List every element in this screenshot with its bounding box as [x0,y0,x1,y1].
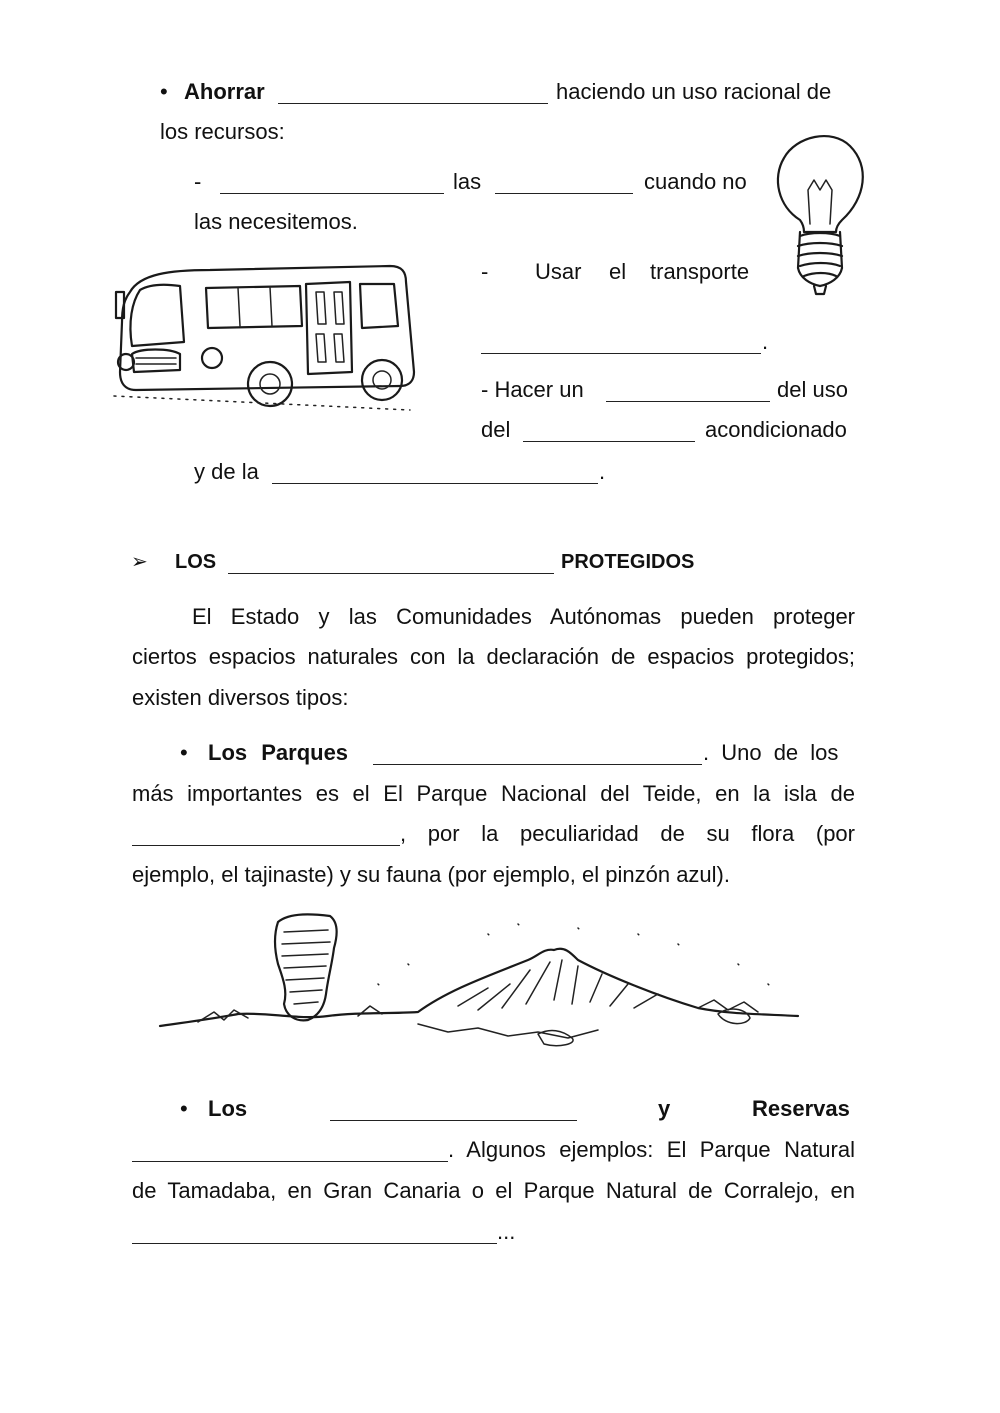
light-bulb-icon [770,128,870,300]
text-line: las necesitemos. [194,209,358,234]
text-word: del uso [777,377,848,402]
reservas-line-3 [132,1177,855,1205]
teide-landscape-icon [158,904,808,1064]
text-word: y de la [194,459,259,484]
blank-action[interactable] [220,166,444,194]
heading-right: PROTEGIDOS [561,551,695,573]
dash: - [194,169,202,194]
blank-reserves[interactable] [132,1134,448,1162]
blank-object[interactable] [495,166,633,194]
text-line: . Uno de los [703,740,839,765]
reservas-text: de Tamadaba, en Gran Canaria o el Parque Natural de Corralejo, en [132,1178,855,1203]
text-word: - Hacer un [481,377,584,402]
blank-island-corralejo[interactable] [132,1216,497,1244]
text-word: del [481,417,511,442]
intro-line-3: existen diversos tipos: [132,685,349,710]
ellipsis: ... [497,1219,516,1244]
blank-heading[interactable] [228,546,554,574]
heading-left: LOS [175,551,217,573]
text-word: cuando no [644,169,747,194]
ahorrar-label: Ahorrar [184,79,265,104]
parques-text: más importantes es el El Parque Nacional del Teide, en la isla de [132,781,855,806]
intro-line-2 [132,643,855,671]
arrow-bullet-icon: ➢ [131,551,148,573]
blank-aire[interactable] [523,414,695,442]
text-line: los recursos: [160,119,285,144]
blank-island[interactable] [132,818,400,846]
period: . [762,329,769,354]
reservas-label: Reservas [752,1096,850,1121]
parques-line-4: ejemplo, el tajinaste) y su fauna (por ejemplo, el pinzón azul). [132,862,730,887]
blank-use[interactable] [606,374,770,402]
parques-line-3 [400,820,855,848]
blank-parques[interactable] [373,737,702,765]
period: . [599,459,606,484]
blank-natural-parks[interactable] [330,1093,577,1121]
blank-transport[interactable] [481,326,761,354]
intro-line-1 [192,603,855,631]
parques-label: Los Parques [208,740,349,765]
bullet: • [180,740,188,765]
blank-ahorrar[interactable] [278,76,548,104]
bus-icon [110,262,420,422]
blank-heating[interactable] [272,456,598,484]
y-label: y [658,1096,671,1121]
bullet: • [180,1096,188,1121]
reservas-line-2 [448,1136,855,1164]
parques-line-2 [132,780,855,808]
reservas-text: . Algunos ejemplos: El Parque Natural [448,1137,855,1162]
los-label: Los [208,1096,248,1121]
parques-text: , por la peculiaridad de su flora (por [400,821,855,846]
intro-text: El Estado y las Comunidades Autónomas pueden proteger [192,604,855,629]
dash: - [481,259,489,284]
bullet: • [160,79,168,104]
intro-text: ciertos espacios naturales con la declaración de espacios protegidos; [132,644,855,669]
text-word: acondicionado [705,417,847,442]
text-line: haciendo un uso racional de [556,79,832,104]
text-word: transporte [650,259,750,284]
text-word: las [453,169,482,194]
text-word: Usar [535,259,582,284]
text-word: el [609,259,627,284]
